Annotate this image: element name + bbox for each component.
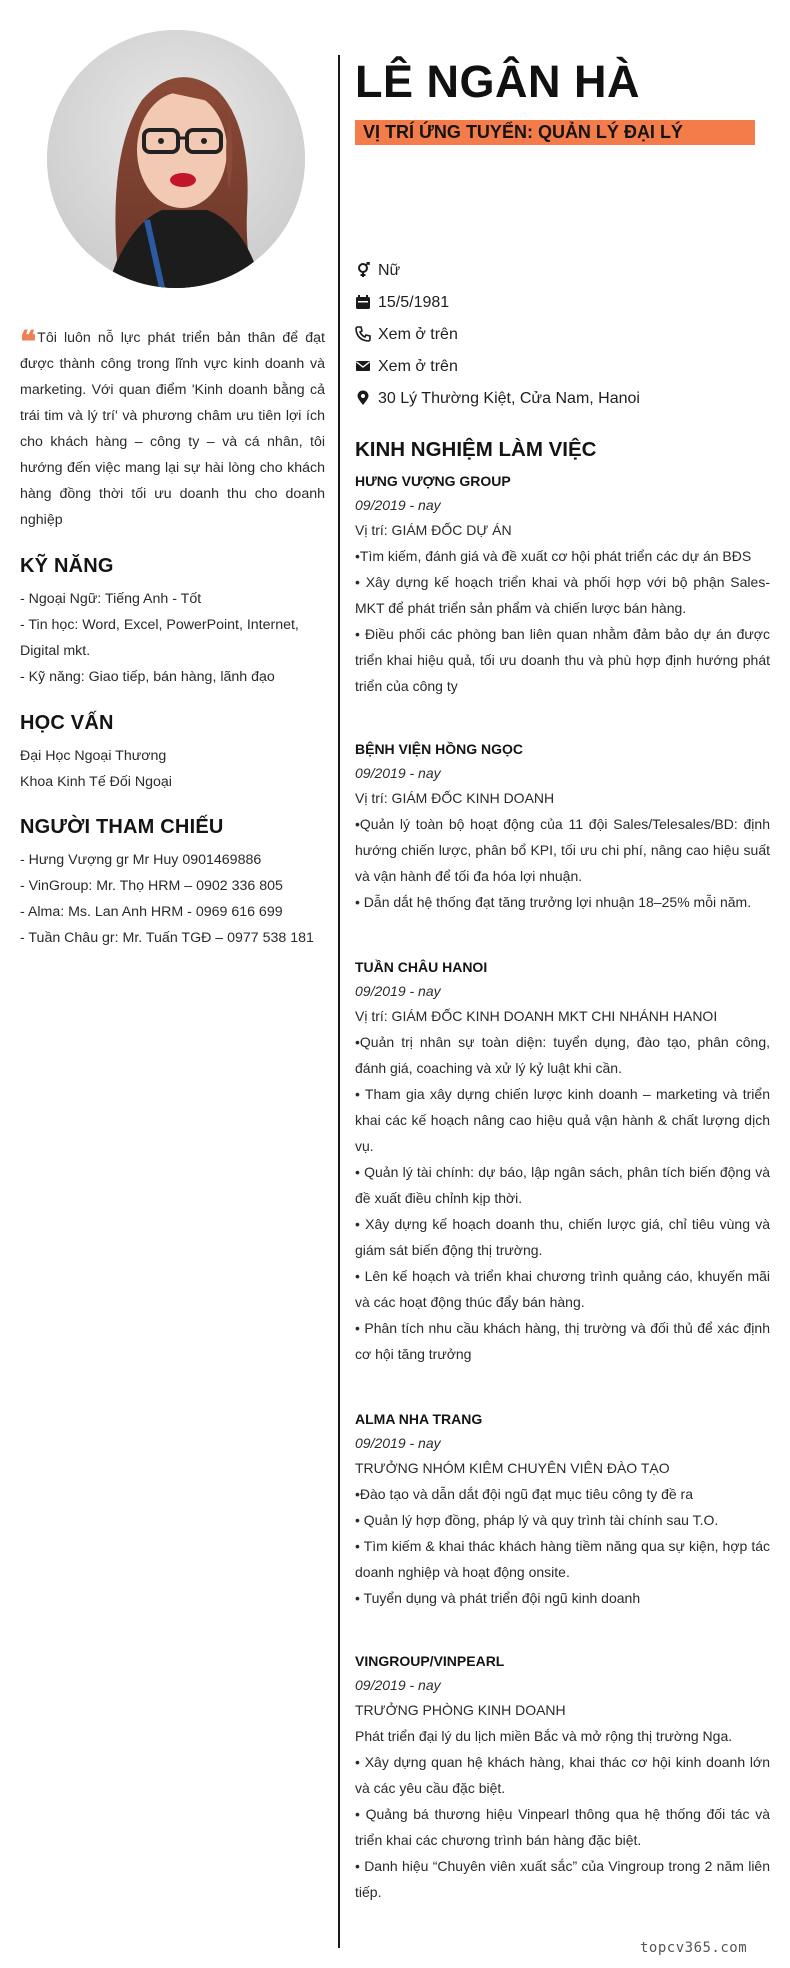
job-company: BỆNH VIỆN HỒNG NGỌC bbox=[355, 741, 524, 757]
job-role: Vị trí: GIÁM ĐỐC KINH DOANH MKT CHI NHÁNH HANOI bbox=[355, 1008, 718, 1024]
profile-photo-image bbox=[47, 30, 305, 288]
job-duty: • Xây dựng kế hoạch doanh thu, chiến lược giá, chỉ tiêu vùng và giám sát biến động thị trường. bbox=[355, 1216, 770, 1258]
job-duty: • Tuyển dụng và phát triển đội ngũ kinh doanh bbox=[355, 1590, 641, 1606]
job-duty: • Tham gia xây dựng chiến lược kinh doanh – marketing và triển khai các kế hoạch nâng cao hiệu quả vận hành & chất lượng dịch vụ. bbox=[355, 1086, 770, 1154]
column-divider bbox=[338, 55, 340, 1948]
education-item: Đại Học Ngoại Thương bbox=[20, 748, 167, 764]
job-entry bbox=[355, 736, 770, 915]
reference-item: - Hưng Vượng gr Mr Huy 0901469886 bbox=[20, 852, 262, 868]
candidate-name: LÊ NGÂN HÀ bbox=[355, 56, 640, 107]
contact-email: Xem ở trên bbox=[355, 356, 458, 378]
references-heading: NGƯỜI THAM CHIẾU bbox=[20, 816, 224, 838]
job-period: 09/2019 - nay bbox=[355, 497, 441, 513]
watermark: topcv365.com bbox=[640, 1940, 748, 1956]
job-role: TRƯỞNG PHÒNG KINH DOANH bbox=[355, 1702, 566, 1718]
job-entry bbox=[355, 1406, 770, 1611]
job-entry bbox=[355, 954, 770, 1367]
career-objective bbox=[20, 325, 325, 533]
job-period: 09/2019 - nay bbox=[355, 1435, 441, 1451]
job-role: Vị trí: GIÁM ĐỐC DỰ ÁN bbox=[355, 522, 512, 538]
job-duty: • Xây dựng kế hoạch triển khai và phối hợp với bộ phận Sales-MKT để phát triển sản phẩm và chiến lược bán hàng. bbox=[355, 574, 770, 616]
applied-position: VỊ TRÍ ỨNG TUYỂN: QUẢN LÝ ĐẠI LÝ bbox=[355, 120, 755, 145]
contact-address: 30 Lý Thường Kiệt, Cửa Nam, Hanoi bbox=[355, 388, 640, 410]
job-duty: •Quản lý toàn bộ hoạt động của 11 đội Sales/Telesales/BD: định hướng chiến lược, phân bổ KPI, tối ưu chi phí, nâng cao hiệu suất và vận hành để tối đa hóa lợi nhuận. bbox=[355, 816, 770, 884]
education-heading: HỌC VẤN bbox=[20, 712, 114, 734]
references-section bbox=[20, 816, 325, 951]
reference-item: - Tuần Châu gr: Mr. Tuấn TGĐ – 0977 538 181 bbox=[20, 930, 314, 946]
education-section bbox=[20, 712, 325, 795]
job-duty: • Quản lý hợp đồng, pháp lý và quy trình tài chính sau T.O. bbox=[355, 1512, 719, 1528]
job-duty: Phát triển đại lý du lịch miền Bắc và mở rộng thị trường Nga. bbox=[355, 1728, 733, 1744]
contact-phone: Xem ở trên bbox=[355, 324, 458, 346]
job-company: TUẦN CHÂU HANOI bbox=[355, 959, 488, 975]
phone-icon bbox=[355, 326, 371, 342]
job-role: TRƯỞNG NHÓM KIÊM CHUYÊN VIÊN ĐÀO TẠO bbox=[355, 1460, 670, 1476]
job-duty: • Điều phối các phòng ban liên quan nhằm đảm bảo dự án được triển khai hiệu quả, tối ưu doanh thu và phù hợp định hướng phát triển của công ty bbox=[355, 626, 770, 694]
location-pin-icon bbox=[355, 390, 371, 406]
job-company: ALMA NHA TRANG bbox=[355, 1411, 483, 1427]
job-company: VINGROUP/VINPEARL bbox=[355, 1653, 505, 1669]
reference-item: - Alma: Ms. Lan Anh HRM - 0969 616 699 bbox=[20, 904, 283, 920]
job-duty: • Tìm kiếm & khai thác khách hàng tiềm năng qua sự kiện, hợp tác doanh nghiệp và hoạt động onsite. bbox=[355, 1538, 770, 1580]
job-period: 09/2019 - nay bbox=[355, 765, 441, 781]
job-duty: • Danh hiệu “Chuyên viên xuất sắc” của Vingroup trong 2 năm liên tiếp. bbox=[355, 1858, 770, 1900]
contact-gender: Nữ bbox=[355, 260, 400, 282]
skill-item: - Tin học: Word, Excel, PowerPoint, Internet, Digital mkt. bbox=[20, 617, 299, 659]
skills-section bbox=[20, 555, 325, 690]
skills-heading: KỸ NĂNG bbox=[20, 555, 114, 577]
job-duty: • Dẫn dắt hệ thống đạt tăng trưởng lợi nhuận 18–25% mỗi năm. bbox=[355, 894, 752, 910]
job-duty: • Xây dựng quan hệ khách hàng, khai thác cơ hội kinh doanh lớn và các yêu cầu đặc biệt. bbox=[355, 1754, 770, 1796]
job-entry bbox=[355, 468, 770, 699]
profile-photo bbox=[47, 30, 305, 288]
gender-icon bbox=[355, 262, 371, 278]
quote-mark-icon: ❝ bbox=[20, 325, 34, 360]
contact-birthday: 15/5/1981 bbox=[355, 292, 449, 314]
skill-item: - Ngoại Ngữ: Tiếng Anh - Tốt bbox=[20, 591, 202, 607]
job-duty: • Quản lý tài chính: dự báo, lập ngân sách, phân tích biến động và đề xuất điều chỉnh kịp thời. bbox=[355, 1164, 770, 1206]
job-duty: •Đào tạo và dẫn dắt đội ngũ đạt mục tiêu công ty đề ra bbox=[355, 1486, 694, 1502]
job-duty: • Lên kế hoạch và triển khai chương trình quảng cáo, khuyến mãi và các hoạt động thúc đẩy bán hàng. bbox=[355, 1268, 770, 1310]
career-objective-text: Tôi luôn nỗ lực phát triển bản thân để đạt được thành công trong lĩnh vực kinh doanh và marketing. Với quan điểm 'Kinh doanh bằng cả trái tim và lý trí' và phương châm ưu tiên lợi ích cho khách hàng – công ty – và cá nhân, tôi hướng đến việc mang lại sự hài lòng cho khách hàng đồng thời tối ưu doanh thu cho doanh nghiệp bbox=[20, 330, 325, 528]
envelope-icon bbox=[355, 358, 371, 374]
job-duty: •Quản trị nhân sự toàn diện: tuyển dụng, đào tạo, phân công, đánh giá, coaching và xử lý kỷ luật khi cần. bbox=[355, 1034, 770, 1076]
job-period: 09/2019 - nay bbox=[355, 983, 441, 999]
education-item: Khoa Kinh Tế Đối Ngoại bbox=[20, 774, 172, 790]
job-company: HƯNG VƯỢNG GROUP bbox=[355, 473, 511, 489]
job-duty: • Quảng bá thương hiệu Vinpearl thông qua hệ thống đối tác và triển khai các chương trình bán hàng đặc biệt. bbox=[355, 1806, 770, 1848]
reference-item: - VinGroup: Mr. Thọ HRM – 0902 336 805 bbox=[20, 878, 283, 894]
job-duty: •Tìm kiếm, đánh giá và đề xuất cơ hội phát triển các dự án BĐS bbox=[355, 548, 752, 564]
job-period: 09/2019 - nay bbox=[355, 1677, 441, 1693]
job-duty: • Phân tích nhu cầu khách hàng, thị trường và đối thủ để xác định cơ hội tăng trưởng bbox=[355, 1320, 770, 1362]
experience-heading: KINH NGHIỆM LÀM VIỆC bbox=[355, 438, 597, 461]
job-role: Vị trí: GIÁM ĐỐC KINH DOANH bbox=[355, 790, 555, 806]
calendar-icon bbox=[355, 294, 371, 310]
skill-item: - Kỹ năng: Giao tiếp, bán hàng, lãnh đạo bbox=[20, 669, 275, 685]
job-entry bbox=[355, 1648, 770, 1905]
